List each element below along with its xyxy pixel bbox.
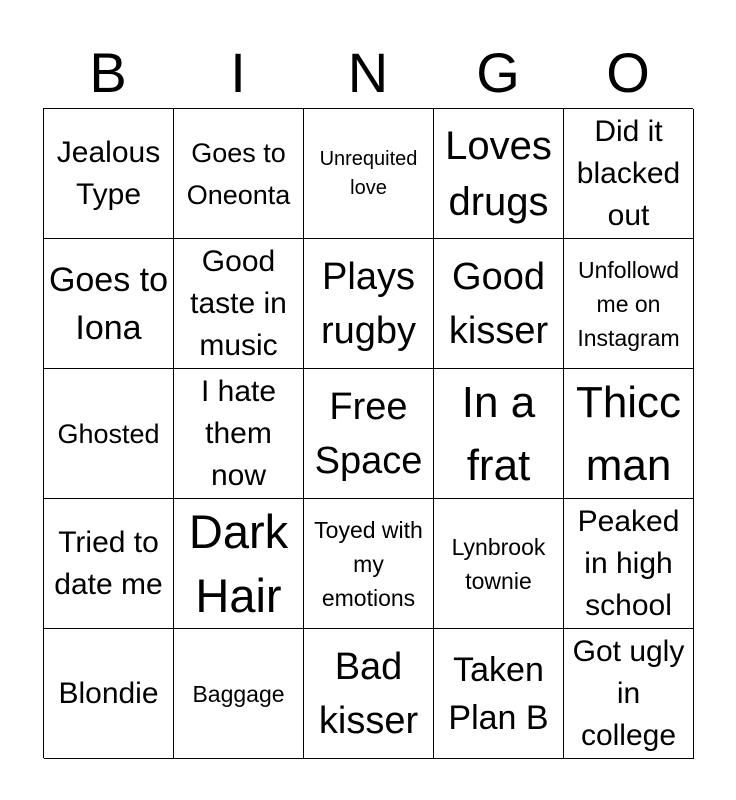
bingo-header — [43, 40, 693, 106]
bingo-cell-r2-c3[interactable] — [304, 239, 434, 369]
cell-label: Good kisser — [448, 255, 549, 352]
cell-label: Did it blacked out — [576, 114, 681, 232]
bingo-cell-r2-c2[interactable] — [174, 239, 304, 369]
cell-label: Free Space — [314, 385, 423, 482]
header-letter-b: B — [89, 41, 127, 104]
cell-label: Peaked in high school — [577, 504, 680, 622]
cell-label: Thicc man — [575, 377, 682, 490]
header-letter-i: I — [230, 41, 246, 104]
bingo-cell-r3-c1[interactable] — [44, 369, 174, 499]
cell-label: Goes to Oneonta — [186, 137, 291, 210]
bingo-cell-r1-c1[interactable] — [44, 109, 174, 239]
bingo-cell-r5-c4[interactable] — [434, 629, 564, 759]
bingo-cell-r1-c5[interactable] — [564, 109, 694, 239]
cell-label: Got ugly in college — [572, 634, 685, 752]
bingo-cell-r4-c2[interactable] — [174, 499, 304, 629]
cell-label: Unfollowd me on Instagram — [577, 256, 680, 351]
cell-label: Bad kisser — [318, 645, 419, 742]
bingo-cell-r3-c4[interactable] — [434, 369, 564, 499]
cell-label: Good taste in music — [190, 244, 287, 362]
cell-label: Jealous Type — [56, 135, 161, 211]
bingo-cell-r5-c5[interactable] — [564, 629, 694, 759]
cell-label: Dark Hair — [188, 504, 289, 622]
cell-label: Unrequited love — [319, 147, 418, 199]
bingo-cell-r3-c2[interactable] — [174, 369, 304, 499]
cell-label: Ghosted — [57, 418, 160, 449]
bingo-grid — [43, 108, 693, 758]
bingo-cell-r3-c3[interactable] — [304, 369, 434, 499]
bingo-cell-r4-c3[interactable] — [304, 499, 434, 629]
header-letter-n: N — [347, 41, 389, 104]
header-letter-o: O — [606, 41, 650, 104]
bingo-cell-r4-c5[interactable] — [564, 499, 694, 629]
cell-label: I hate them now — [200, 374, 277, 492]
cell-label: Plays rugby — [320, 255, 417, 352]
cell-label: Taken Plan B — [448, 650, 549, 737]
bingo-cell-r5-c2[interactable] — [174, 629, 304, 759]
bingo-cell-r1-c3[interactable] — [304, 109, 434, 239]
header-letter-g: G — [476, 41, 520, 104]
cell-label: Goes to Iona — [48, 260, 169, 347]
bingo-cell-r5-c3[interactable] — [304, 629, 434, 759]
cell-label: Tried to date me — [54, 525, 163, 601]
bingo-cell-r4-c1[interactable] — [44, 499, 174, 629]
bingo-cell-r2-c5[interactable] — [564, 239, 694, 369]
cell-label: Blondie — [58, 676, 159, 710]
cell-label: Toyed with my emotions — [314, 516, 423, 611]
bingo-cell-r1-c4[interactable] — [434, 109, 564, 239]
bingo-cell-r2-c1[interactable] — [44, 239, 174, 369]
bingo-cell-r1-c2[interactable] — [174, 109, 304, 239]
cell-label: In a frat — [461, 377, 536, 490]
bingo-cell-r5-c1[interactable] — [44, 629, 174, 759]
cell-label: Baggage — [192, 680, 285, 707]
bingo-cell-r4-c4[interactable] — [434, 499, 564, 629]
cell-label: Lynbrook townie — [451, 533, 546, 594]
bingo-cell-r3-c5[interactable] — [564, 369, 694, 499]
bingo-cell-r2-c4[interactable] — [434, 239, 564, 369]
cell-label: Loves drugs — [445, 123, 552, 224]
